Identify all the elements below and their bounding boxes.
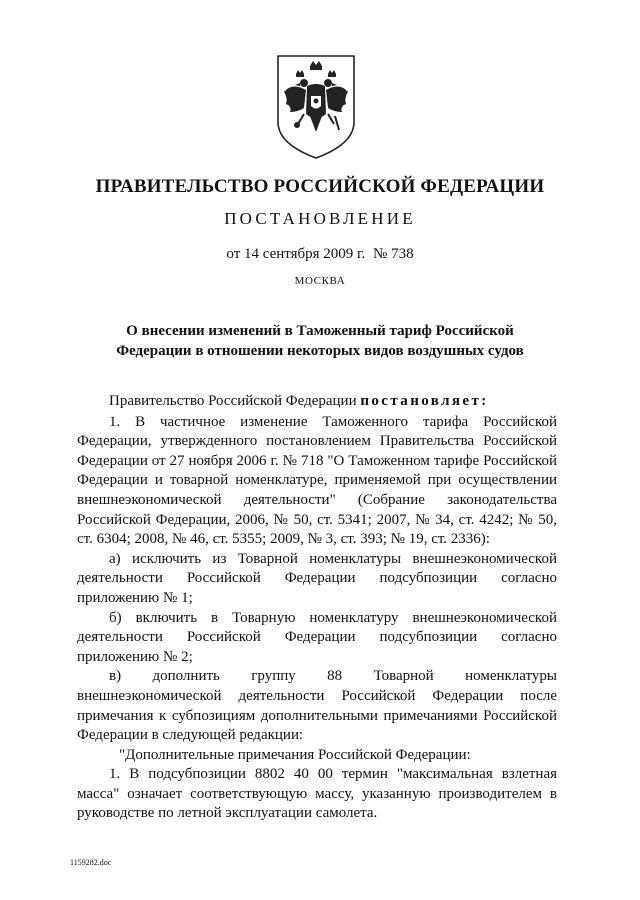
paragraph-b: б) включить в Товарную номенклатуру внешнеэкономической деятельности Российской Федерации подсубпозиции согласно приложению № 2; [77, 609, 557, 665]
paragraph-a: а) исключить из Товарной номенклатуры внешнеэкономической деятельности Российской Федерации подсубпозиции согласно приложению № 1; [77, 550, 557, 606]
intro-text: Правительство Российской Федерации [109, 393, 357, 409]
intro-paragraph [77, 392, 557, 412]
government-title: ПРАВИТЕЛЬСТВО РОССИЙСКОЙ ФЕДЕРАЦИИ [95, 176, 545, 197]
document-heading [60, 321, 580, 361]
paragraph-1: 1. В частичное изменение Таможенного тарифа Российской Федерации, утвержденного постановлением Правительства Российской Федерации от 27 ноября 2006 г. № 718 "О Таможенном тарифе Российской Федерации и товарной номенклатуре, применяемой при осуществлении внешнеэкономической деятельности" (Собрание законодательства Российской Федерации, 2006, № 50, ст. 5341; 2007, № 34, ст. 4242; № 50, ст. 6304; 2008, № 46, ст. 5355; 2009, № 3, ст. 393; № 19, ст. 2336): [77, 413, 557, 548]
quote-heading: "Дополнительные примечания Российской Федерации: [119, 746, 471, 763]
heading-line-1: О внесении изменений в Таможенный тариф Российской [126, 323, 514, 339]
intro-verb: постановляет: [360, 393, 489, 409]
date-line [0, 246, 640, 263]
document-type: ПОСТАНОВЛЕНИЕ [224, 209, 416, 228]
paragraph-c: в) дополнить группу 88 Товарной номенклатуры внешнеэкономической деятельности Российской Федерации после примечания к субпозициям дополнительными примечаниями Российской Федерации в следующей редакции: [77, 668, 557, 744]
document-body [77, 392, 557, 824]
city-name: МОСКВА [294, 275, 346, 287]
document-file-id: 1159282.doc [70, 858, 112, 867]
quote-paragraph-1: 1. В подсубпозиции 8802 40 00 термин "максимальная взлетная масса" означает соответствующую массу, указанную производителем в руководстве по летной эксплуатации самолета. [77, 766, 557, 822]
document-number: № 738 [373, 246, 414, 262]
state-emblem-icon [274, 52, 358, 160]
heading-line-2: Федерации в отношении некоторых видов воздушных судов [116, 343, 524, 359]
document-date: от 14 сентября 2009 г. [226, 246, 366, 262]
